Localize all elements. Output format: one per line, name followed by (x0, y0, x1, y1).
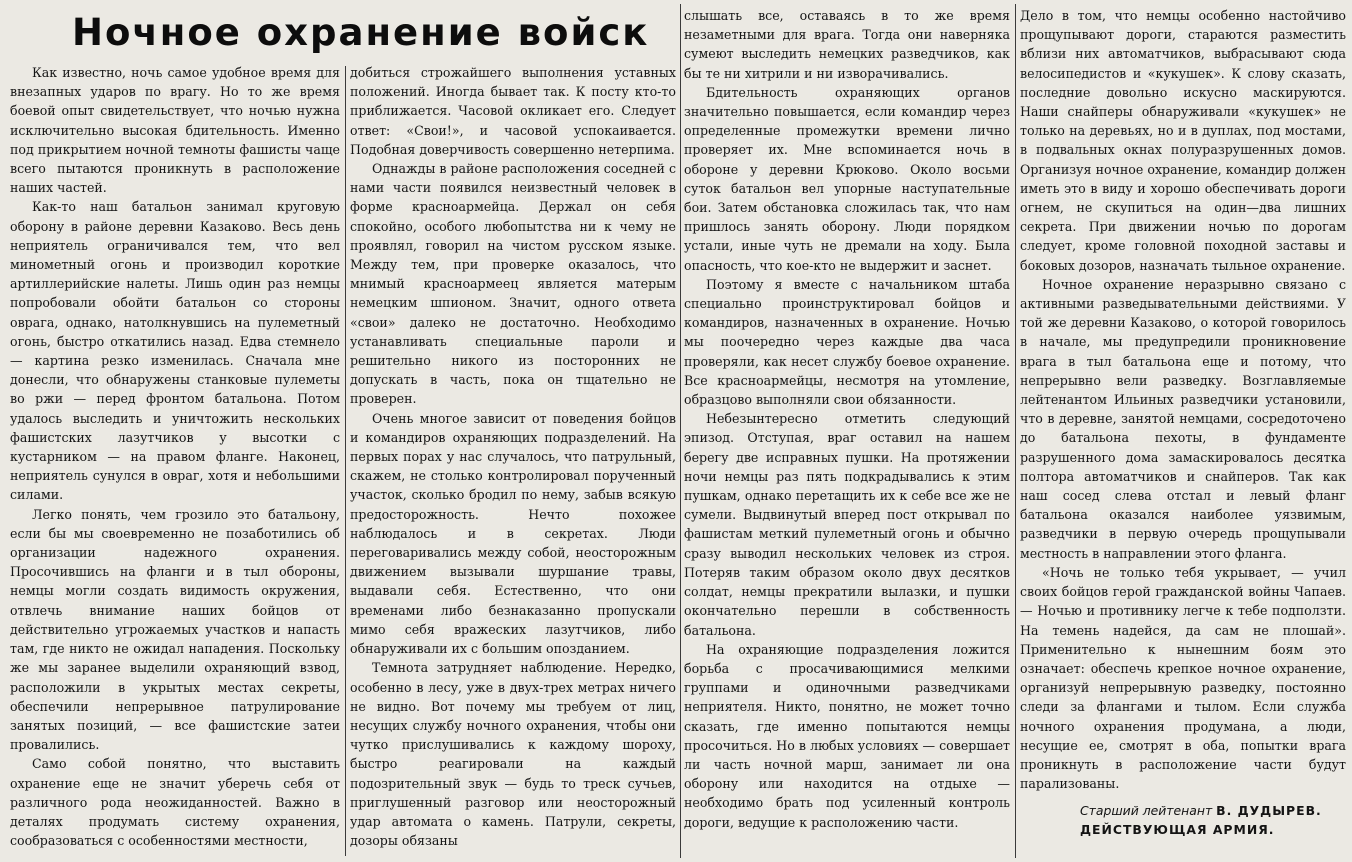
paragraph: Дело в том, что немцы особенно настойчиво прощупывают дороги, стараются разместить вблизи них автоматчиков, выбрасывают сюда велосипедистов и «кукушек». К слову сказать, последние довольно искусно маскируются. Наши снайперы обнаруживали «кукушек» не только на деревьях, но и в дуплах, под мостами, в подвальных окнах полуразрушенных домов. Организуя ночное охранение, командир должен иметь это в виду и хорошо обеспечивать дороги огнем, не скупиться на один—два лишних секрета. При движении ночью по дорогам следует, кроме головной походной заставы и боковых дозоров, назначать тыльное охранение. (1020, 8, 1346, 273)
paragraph: Само собой понятно, что выставить охранение еще не значит уберечь себя от различного рода неожиданностей. Важно в деталях продумать систему охранения, сообразоваться с особенностями местности, (10, 756, 340, 849)
article-column-4 (1020, 6, 1346, 858)
paragraph: «Ночь не только тебя укрывает, — учил своих бойцов герой гражданской войны Чапаев. — Ночью и противнику легче к тебе подползти. На темень надейся, да сам не плошай». Применительно к нынешним боям это означает: обеспечь крепкое ночное охранение, организуй непрерывную разведку, постоянно следи за флангами и тылом. Если служба ночного охранения продумана, а люди, несущие ее, смотрят в оба, попытки врага проникнуть в расположение части будут парализованы. (1020, 564, 1346, 792)
paragraph: Как-то наш батальон занимал круговую оборону в районе деревни Казаково. Весь день неприятель ограничивался тем, что вел минометный огонь и производил короткие артиллерийские налеты. Лишь один раз немцы попробовали обойти батальон со стороны оврага, однако, натолкнувшись на пулеметный огонь, быстро откатились назад. Едва стемнело — картина резко изменилась. Сначала мне донесли, что обнаружены станковые пулеметы во ржи — перед фронтом батальона. Потом удалось выследить и уничтожить нескольких фашистских лазутчиков у высотки с кустарником — на правом фланге. Наконец, неприятель сунулся в овраг, хотя и небольшими силами. (10, 199, 340, 503)
author-name: В. ДУДЫРЕВ. (1216, 803, 1322, 819)
column-divider (1015, 4, 1016, 858)
author-signature (1020, 801, 1346, 839)
paragraph: Однажды в районе расположения соседней с нами части появился неизвестный человек в форме красноармейца. Держал он себя спокойно, особого любопытства ни к чему не проявлял, говорил на чистом русском языке. Между тем, при проверке оказалось, что мнимый красноармеец является матерым немецким шпионом. Значит, одного ответа «свои» далеко не достаточно. Необходимо устанавливать специальные пароли и решительно никого из посторонних не допускать в часть, пока он тщательно не проверен. (350, 161, 676, 407)
column-divider (680, 4, 681, 858)
paragraph: Бдительность охраняющих органов значительно повышается, если командир через определенные промежутки времени лично проверяет их. Мне вспоминается ночь в обороне у деревни Крюково. Около восьми суток батальон вел упорные наступательные бои. Затем обстановка сложилась так, что нам пришлось занять оборону. Люди порядком устали, иные чуть не дремали на ходу. Была опасность, что кое-кто не выдержит и заснет. (684, 84, 1010, 273)
paragraph: слышать все, оставаясь в то же время незаметными для врага. Тогда они наверняка сумеют выследить немецких разведчиков, как бы те ни хитрили и ни изворачивались. (684, 8, 1010, 81)
column-divider (345, 66, 346, 856)
paragraph: Темнота затрудняет наблюдение. Нередко, особенно в лесу, уже в двух-трех метрах ничего не видно. Вот почему мы требуем от лиц, несущих службу ночного охранения, чтобы они чутко прислушивались к каждому шороху, быстро реагировали на каждый подозрительный звук — будь то треск сучьев, приглушенный разговор или неосторожный удар автомата о камень. Патрули, секреты, дозоры обязаны (350, 660, 676, 849)
paragraph: Очень многое зависит от поведения бойцов и командиров охраняющих подразделений. На первых порах у нас случалось, что патрульный, скажем, не столько контролировал порученный участок, сколько бродил по нему, забыв всякую предосторожность. Нечто похожее наблюдалось и в секретах. Люди переговаривались между собой, неосторожным движением вызывали шуршание травы, выдавали себя. Естественно, что они временами либо безнаказанно пропускали мимо себя вражеских лазутчиков, либо обнаруживали их с большим опозданием. (350, 410, 676, 657)
paragraph: Поэтому я вместе с начальником штаба специально проинструктировал бойцов и командиров, назначенных в охранение. Ночью мы поочередно через каждые два часа проверяли, как несет службу боевое охранение. Все красноармейцы, несмотря на утомление, образцово выполняли свои обязанности. (684, 276, 1010, 408)
article-column-2 (350, 63, 676, 858)
paragraph: Легко понять, чем грозило это батальону, если бы мы своевременно не позаботились об организации надежного охранения. Просочившись на фланги и в тыл обороны, немцы могли создать видимость окружения, отвлечь внимание наших бойцов от действительно угрожаемых участков и напасть там, где никто не ожидал нападения. Поскольку же мы заранее выделили охраняющий взвод, расположили в укрытых местах секреты, обеспечили непрерывное патрулирование занятых позиций, — все фашистские затеи провалились. (10, 506, 340, 753)
paragraph: добиться строжайшего выполнения уставных положений. Иногда бывает так. К посту кто-то приближается. Часовой окликает его. Следует ответ: «Свои!», и часовой успокаивается. Подобная доверчивость совершенно нетерпима. (350, 65, 676, 157)
author-unit: ДЕЙСТВУЮЩАЯ АРМИЯ. (1080, 822, 1275, 838)
article-column-1 (10, 63, 340, 858)
paragraph: Как известно, ночь самое удобное время для внезапных ударов по врагу. Но то же время боевой опыт свидетельствует, что ночью нужна исключительно высокая бдительность. Именно под прикрытием ночной темноты фашисты чаще всего пытаются проникнуть в расположение наших частей. (10, 65, 340, 196)
article-column-3 (684, 6, 1010, 858)
paragraph: На охраняющие подразделения ложится борьба с просачивающимися мелкими группами и одиночными разведчиками неприятеля. Никто, понятно, не может точно сказать, где именно попытаются немцы просочиться. Но в любых условиях — совершает ли часть ночной марш, занимает ли она оборону или находится на отдыхе — необходимо брать под усиленный контроль дороги, ведущие к расположению части. (684, 641, 1010, 830)
article-title: Ночное охранение войск (72, 11, 650, 54)
paragraph: Небезынтересно отметить следующий эпизод. Отступая, враг оставил на нашем берегу две исправных пушки. На протяжении ночи немцы раз пять подкрадывались к этим пушкам, однако перетащить их к себе все же не сумели. Выдвинутый вперед пост открывал по фашистам меткий пулеметный огонь и обычно сразу выводил нескольких человек из строя. Потеряв таким образом около двух десятков солдат, немцы прекратили вылазки, и пушки окончательно перешли в собственность батальона. (684, 411, 1010, 638)
paragraph: Ночное охранение неразрывно связано с активными разведывательными действиями. У той же деревни Казаково, о которой говорилось в начале, мы предупредили проникновение врага в тыл батальона еще и потому, что непрерывно вели разведку. Возглавляемые лейтенантом Ильиных разведчики установили, что в деревне, занятой немцами, сосредоточено до батальона пехоты, в фундаменте разрушенного дома замаскировалось десятка полтора автоматчиков и снайперов. Так как наш сосед слева отстал и левый фланг батальона оказался наиболее уязвимым, разведчики в первую очередь прощупывали местность в направлении этого фланга. (1020, 276, 1346, 561)
author-rank: Старший лейтенант (1080, 803, 1213, 819)
